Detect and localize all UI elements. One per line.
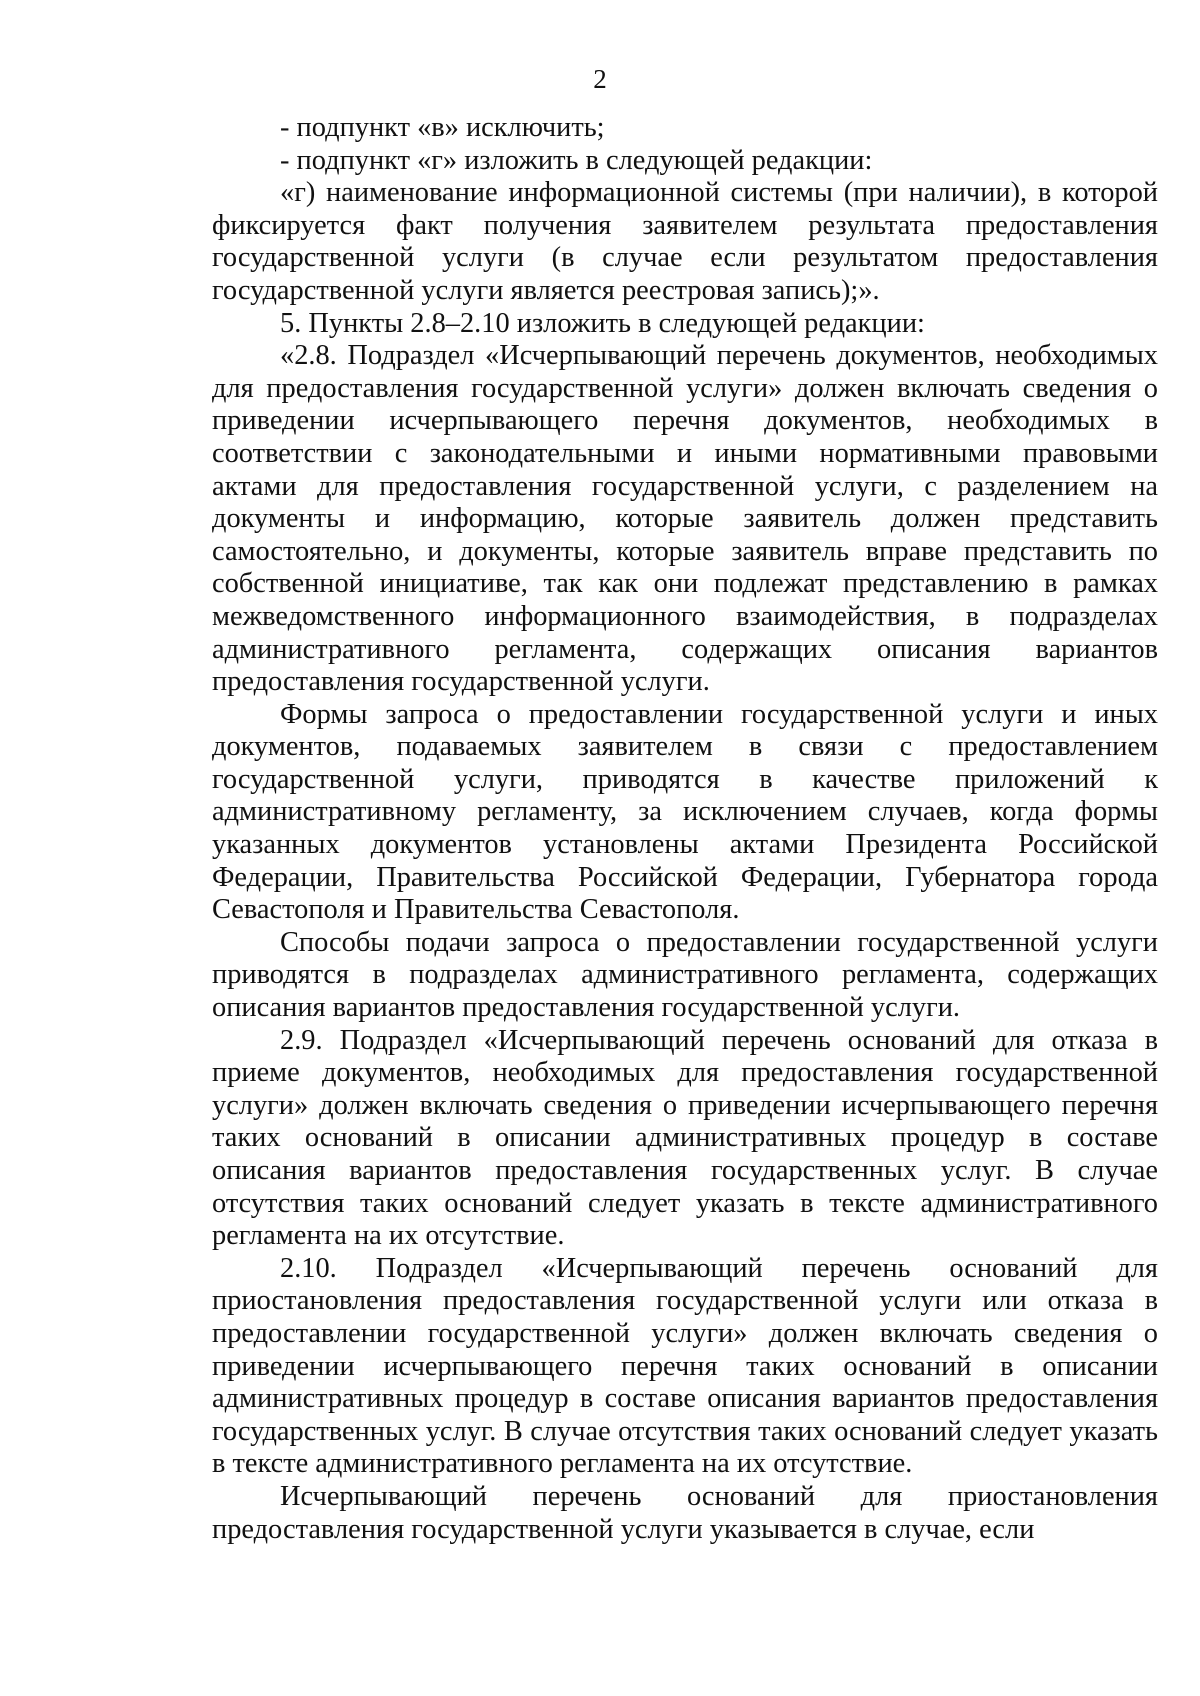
paragraph-submission-methods: Способы подачи запроса о предоставлении государственной услуги приводятся в подразделах административного регламента, содержащих описания вариантов предоставления государственной услуги. (212, 926, 1158, 1024)
paragraph-2-8: «2.8. Подраздел «Исчерпывающий перечень документов, необходимых для предоставления государственной услуги» должен включать сведения о приведении исчерпывающего перечня документов, необходимых в соответствии с законодательными и иными нормативными правовыми актами для предоставления государственной услуги, с разделением на документы и информацию, которые заявитель должен представить самостоятельно, и документы, которые заявитель вправе представить по собственной инициативе, так как они подлежат представлению в рамках межведомственного информационного взаимодействия, в подразделах административного регламента, содержащих описания вариантов предоставления государственной услуги. (212, 340, 1158, 698)
document-body (212, 112, 1158, 1546)
paragraph-suspension-grounds: Исчерпывающий перечень оснований для приостановления предоставления государственной услуги указывается в случае, если (212, 1480, 1158, 1545)
paragraph-2-10: 2.10. Подраздел «Исчерпывающий перечень оснований для приостановления предоставления государственной услуги или отказа в предоставлении государственной услуги» должен включать сведения о приведении исчерпывающего перечня таких оснований в описании административных процедур в составе описания вариантов предоставления государственных услуг. В случае отсутствия таких оснований следует указать в тексте административного регламента на их отсутствие. (212, 1252, 1158, 1480)
paragraph-2-9: 2.9. Подраздел «Исчерпывающий перечень оснований для отказа в приеме документов, необходимых для предоставления государственной услуги» должен включать сведения о приведении исчерпывающего перечня таких оснований в описании административных процедур в составе описания вариантов предоставления государственных услуг. В случае отсутствия таких оснований следует указать в тексте административного регламента на их отсутствие. (212, 1024, 1158, 1252)
paragraph-item-5: 5. Пункты 2.8–2.10 изложить в следующей редакции: (280, 307, 925, 339)
page-number: 2 (593, 64, 607, 94)
paragraph-request-forms: Формы запроса о предоставлении государственной услуги и иных документов, подаваемых заявителем в связи с предоставлением государственной услуги, приводятся в качестве приложений к административному регламенту, за исключением случаев, когда формы указанных документов установлены актами Президента Российской Федерации, Правительства Российской Федерации, Губернатора города Севастополя и Правительства Севастополя. (212, 698, 1158, 926)
paragraph-subitem-g-text: «г) наименование информационной системы (при наличии), в которой фиксируется факт получения заявителем результата предоставления государственной услуги (в случае если результатом предоставления государственной услуги является реестровая запись);». (212, 177, 1158, 306)
paragraph-subitem-g: - подпункт «г» изложить в следующей редакции: (280, 144, 873, 176)
paragraph-subitem-v: - подпункт «в» исключить; (280, 112, 605, 143)
